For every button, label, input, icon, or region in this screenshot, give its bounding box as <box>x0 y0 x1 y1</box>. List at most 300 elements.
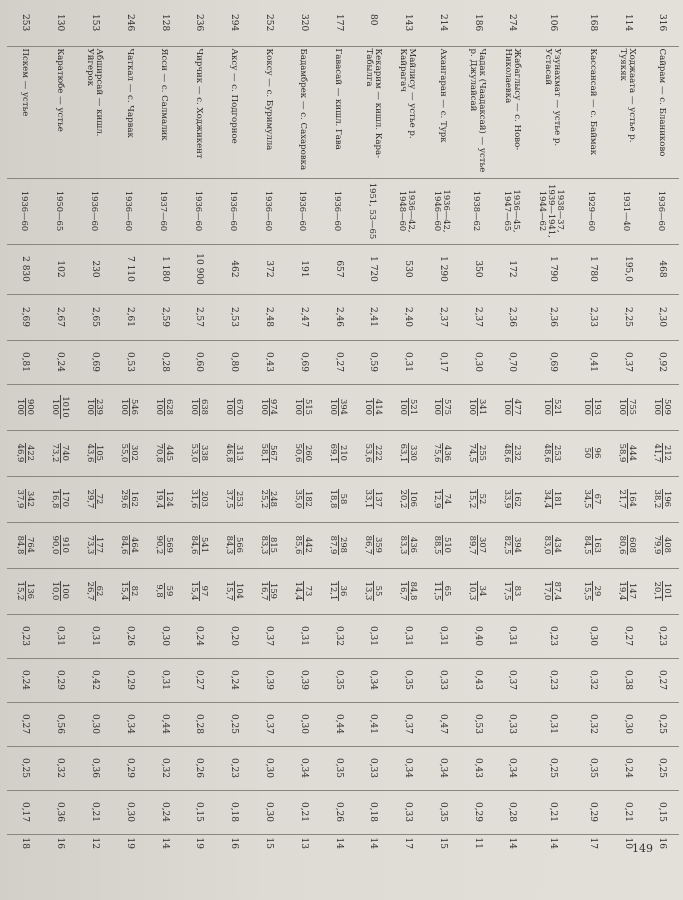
table-row <box>609 12 644 852</box>
fraction <box>51 535 70 556</box>
fraction-numerator: 436 <box>443 443 453 464</box>
table-row <box>390 12 425 852</box>
fraction <box>155 583 174 598</box>
height-cell: 2,67 <box>42 294 77 340</box>
fraction-numerator: 442 <box>303 535 313 556</box>
ratio-cell: 0,30 <box>251 746 286 790</box>
ratio-cell: 0,32 <box>575 658 610 702</box>
fraction-cell <box>286 568 321 614</box>
fraction-numerator: 575 <box>443 399 454 415</box>
area-cell: 1 180 <box>146 244 181 294</box>
fraction-cell <box>112 522 147 568</box>
fraction-numerator: 59 <box>164 583 174 598</box>
fraction-numerator: 101 <box>662 581 672 602</box>
period-cell: 1936—60 <box>644 178 679 244</box>
coefficient-cell: 0,92 <box>644 340 679 384</box>
fraction-cell <box>320 430 355 476</box>
fraction-denominator: 90,2 <box>155 535 166 555</box>
ratio-cell: 0,31 <box>42 614 77 658</box>
river-station-cell: Чирчик — с. Ходжикент <box>181 46 216 178</box>
ratio-cell: 0,25 <box>644 746 679 790</box>
fraction-denominator: 38,2 <box>652 489 663 509</box>
fraction-numerator: 193 <box>593 399 604 415</box>
fraction-cell <box>320 568 355 614</box>
ratio-cell: 0,23 <box>529 658 574 702</box>
height-cell: 2,36 <box>494 294 529 340</box>
ratio-cell: 0,25 <box>529 746 574 790</box>
fraction-cell <box>355 430 390 476</box>
fraction-denominator: 37,5 <box>224 489 235 509</box>
station-number-cell: 143 <box>390 12 425 46</box>
period-cell: 1950—65 <box>42 178 77 244</box>
fraction <box>468 581 487 602</box>
fraction-numerator: 253 <box>552 443 562 464</box>
fraction-cell <box>425 568 460 614</box>
fraction-denominator: 15,4 <box>120 581 131 601</box>
ratio-cell: 0,32 <box>320 614 355 658</box>
fraction-cell <box>575 384 610 430</box>
station-number-cell: 177 <box>320 12 355 46</box>
fraction-cell <box>320 476 355 522</box>
fraction-cell <box>112 384 147 430</box>
fraction-denominator: 19,4 <box>155 489 166 509</box>
ratio-cell: 0,26 <box>320 790 355 834</box>
fraction-numerator: 477 <box>512 399 523 415</box>
station-number-cell: 320 <box>286 12 321 46</box>
fraction-denominator: 12,9 <box>433 489 444 509</box>
fraction-cell <box>390 384 425 430</box>
fraction-numerator: 434 <box>552 535 562 556</box>
fraction-numerator: 541 <box>199 535 209 556</box>
coefficient-cell: 0,69 <box>286 340 321 384</box>
fraction <box>364 581 383 602</box>
station-number-cell: 316 <box>644 12 679 46</box>
station-number-cell: 253 <box>7 12 42 46</box>
fraction-denominator: 25,2 <box>259 489 270 509</box>
fraction-numerator: 100 <box>60 581 70 602</box>
fraction-denominator: 100 <box>583 399 594 415</box>
river-station-cell: Аксу — с. Подгорное <box>216 46 251 178</box>
ratio-cell: 0,35 <box>320 746 355 790</box>
period-cell: 1936—42, 1946—60 <box>425 178 460 244</box>
fraction-numerator: 137 <box>373 489 383 510</box>
fraction-denominator: 84,6 <box>189 535 200 555</box>
fraction-cell <box>77 568 112 614</box>
fraction <box>503 581 522 602</box>
fraction-cell <box>355 568 390 614</box>
page-number: 149 <box>632 842 653 855</box>
fraction <box>260 443 279 464</box>
last-column-cell: 14 <box>159 837 170 849</box>
fraction-denominator: 100 <box>50 398 61 415</box>
period-cell: 1936—60 <box>320 178 355 244</box>
ratio-cell: 0,41 <box>355 702 390 746</box>
last-column-cell: 16 <box>229 837 240 849</box>
ratio-cell: 0,36 <box>77 746 112 790</box>
period-cell: 1951, 53—65 <box>355 178 390 244</box>
fraction <box>225 489 244 510</box>
river-station-cell: Ясси — с. Салмалик <box>146 46 181 178</box>
fraction <box>503 489 522 510</box>
fraction-cell <box>644 430 679 476</box>
height-cell: 2,36 <box>529 294 574 340</box>
ratio-cell: 0,27 <box>181 658 216 702</box>
fraction-numerator: 67 <box>592 489 602 510</box>
fraction-numerator: 29 <box>592 581 602 602</box>
ratio-cell: 0,40 <box>460 614 495 658</box>
station-number-cell: 106 <box>529 12 574 46</box>
fraction-numerator: 414 <box>373 399 384 415</box>
table-row <box>77 12 112 852</box>
fraction <box>653 535 672 556</box>
fraction <box>543 443 562 464</box>
river-station-cell: Сайрам — с. Бланиково <box>644 46 679 178</box>
area-cell: 350 <box>460 244 495 294</box>
fraction <box>295 535 314 556</box>
fraction <box>260 489 279 510</box>
fraction-numerator: 255 <box>477 443 487 464</box>
coefficient-cell: 0,59 <box>355 340 390 384</box>
ratio-cell: 0,25 <box>7 746 42 790</box>
height-cell: 2,41 <box>355 294 390 340</box>
fraction <box>584 535 603 556</box>
fraction-numerator: 567 <box>269 443 279 464</box>
fraction-numerator: 83 <box>512 581 522 602</box>
fraction-denominator: 15,5 <box>583 581 594 601</box>
ratio-cell: 0,39 <box>251 658 286 702</box>
fraction-denominator: 70,8 <box>155 443 166 463</box>
fraction <box>16 443 35 464</box>
fraction-numerator: 72 <box>95 489 105 510</box>
fraction-denominator: 100 <box>329 399 340 415</box>
fraction-numerator: 510 <box>443 535 453 556</box>
fraction-cell <box>494 476 529 522</box>
table-row <box>355 12 390 852</box>
fraction-cell <box>216 430 251 476</box>
fraction-denominator: 58,9 <box>618 443 629 463</box>
fraction-numerator: 521 <box>408 399 419 415</box>
station-number-cell: 153 <box>77 12 112 46</box>
ratio-cell: 0,39 <box>286 658 321 702</box>
fraction-numerator: 210 <box>338 443 348 464</box>
fraction-cell <box>251 522 286 568</box>
coefficient-cell: 0,60 <box>181 340 216 384</box>
fraction-numerator: 638 <box>199 399 210 415</box>
fraction-denominator: 100 <box>363 399 374 415</box>
coefficient-cell: 0,53 <box>112 340 147 384</box>
fraction-denominator: 83,3 <box>398 535 409 555</box>
ratio-cell: 0,31 <box>77 614 112 658</box>
ratio-cell: 0,37 <box>494 658 529 702</box>
height-cell: 2,33 <box>575 294 610 340</box>
fraction-numerator: 97 <box>199 581 209 602</box>
fraction-denominator: 84,5 <box>583 535 594 555</box>
fraction-denominator: 100 <box>15 399 26 415</box>
ratio-cell: 0,31 <box>355 614 390 658</box>
fraction-denominator: 79,9 <box>652 535 663 555</box>
height-cell: 2,57 <box>181 294 216 340</box>
fraction <box>155 535 174 556</box>
fraction <box>16 398 35 416</box>
fraction <box>51 395 70 418</box>
fraction-numerator: 764 <box>25 535 35 556</box>
last-column-cell: 14 <box>547 837 558 849</box>
table-row <box>320 12 355 852</box>
ratio-cell: 0,34 <box>425 746 460 790</box>
period-cell: 1936—45, 1947—65 <box>494 178 529 244</box>
fraction-denominator: 100 <box>155 399 166 415</box>
fraction <box>86 398 105 416</box>
fraction <box>121 489 140 510</box>
fraction <box>618 581 637 602</box>
fraction <box>86 535 105 556</box>
period-cell: 1936—60 <box>77 178 112 244</box>
ratio-cell: 0,25 <box>216 702 251 746</box>
fraction-numerator: 341 <box>478 399 489 415</box>
fraction-cell <box>575 476 610 522</box>
fraction <box>225 581 244 602</box>
fraction-cell <box>644 384 679 430</box>
fraction <box>618 443 637 464</box>
fraction <box>329 443 348 464</box>
fraction-numerator: 52 <box>477 489 487 510</box>
fraction-cell <box>251 568 286 614</box>
fraction-denominator: 85,6 <box>294 535 305 555</box>
fraction <box>86 489 105 510</box>
ratio-cell: 0,34 <box>494 746 529 790</box>
ratio-cell: 0,27 <box>7 702 42 746</box>
fraction <box>618 489 637 510</box>
fraction <box>155 489 174 510</box>
ratio-cell: 0,56 <box>42 702 77 746</box>
height-cell: 2,25 <box>609 294 644 340</box>
fraction-cell <box>609 476 644 522</box>
river-station-cell: Жабаглысу — с. Ново-Николаевка <box>494 46 529 178</box>
area-cell: 172 <box>494 244 529 294</box>
fraction-cell <box>460 522 495 568</box>
river-station-cell: Ходжаата — устье р. Туякяк <box>609 46 644 178</box>
fraction <box>190 535 209 556</box>
table-row <box>216 12 251 852</box>
last-column-cell: 15 <box>437 837 448 849</box>
fraction <box>190 581 209 602</box>
fraction-cell <box>320 522 355 568</box>
fraction-denominator: 15,2 <box>468 489 479 509</box>
fraction-cell <box>286 430 321 476</box>
last-column-cell: 17 <box>403 837 414 849</box>
fraction-denominator: 20,1 <box>652 581 663 601</box>
area-cell: 1 720 <box>355 244 390 294</box>
fraction <box>543 398 562 416</box>
fraction <box>364 398 383 416</box>
ratio-cell: 0,30 <box>286 702 321 746</box>
ratio-cell: 0,24 <box>609 746 644 790</box>
fraction <box>434 398 453 416</box>
fraction-numerator: 159 <box>269 581 279 602</box>
ratio-cell: 0,29 <box>112 658 147 702</box>
fraction-numerator: 628 <box>164 399 175 415</box>
fraction-numerator: 740 <box>60 443 70 464</box>
fraction-numerator: 62 <box>95 581 105 602</box>
fraction-denominator: 21,7 <box>618 489 629 509</box>
fraction-numerator: 569 <box>164 535 174 556</box>
fraction-cell <box>42 476 77 522</box>
fraction-denominator: 33,1 <box>363 489 374 509</box>
fraction-denominator: 14,4 <box>294 581 305 601</box>
ratio-cell: 0,31 <box>146 658 181 702</box>
fraction-denominator: 100 <box>468 399 479 415</box>
coefficient-cell: 0,69 <box>77 340 112 384</box>
fraction-numerator: 162 <box>129 489 139 510</box>
fraction-cell <box>112 430 147 476</box>
fraction-denominator: 100 <box>224 399 235 415</box>
ratio-cell: 0,36 <box>42 790 77 834</box>
fraction <box>468 535 487 556</box>
period-cell: 1936—60 <box>216 178 251 244</box>
station-number-cell: 236 <box>181 12 216 46</box>
fraction-cell <box>609 522 644 568</box>
fraction <box>51 489 70 510</box>
height-cell: 2,37 <box>425 294 460 340</box>
fraction <box>295 398 314 416</box>
fraction <box>399 443 418 464</box>
period-cell: 1931—40 <box>609 178 644 244</box>
ratio-cell: 0,44 <box>146 702 181 746</box>
fraction-denominator: 46,8 <box>224 443 235 463</box>
fraction <box>653 489 672 510</box>
fraction <box>543 535 562 556</box>
fraction <box>399 489 418 510</box>
area-cell: 230 <box>77 244 112 294</box>
ratio-cell: 0,15 <box>181 790 216 834</box>
ratio-cell: 0,18 <box>355 790 390 834</box>
last-column-cell: 14 <box>368 837 379 849</box>
ratio-cell: 0,23 <box>216 746 251 790</box>
station-number-cell: 294 <box>216 12 251 46</box>
area-cell: 102 <box>42 244 77 294</box>
fraction-cell <box>216 476 251 522</box>
fraction <box>155 398 174 416</box>
fraction-denominator: 20,2 <box>398 489 409 509</box>
fraction-denominator: 29,6 <box>120 489 131 509</box>
coefficient-cell: 0,41 <box>575 340 610 384</box>
area-cell: 657 <box>320 244 355 294</box>
fraction-denominator: 46,9 <box>15 443 26 463</box>
height-cell: 2,53 <box>216 294 251 340</box>
station-number-cell: 114 <box>609 12 644 46</box>
fraction-denominator: 31,6 <box>189 489 200 509</box>
height-cell: 2,37 <box>460 294 495 340</box>
fraction-numerator: 464 <box>129 535 139 556</box>
station-number-cell: 168 <box>575 12 610 46</box>
fraction-denominator: 82,5 <box>503 535 514 555</box>
station-number-cell: 274 <box>494 12 529 46</box>
ratio-cell: 0,30 <box>112 790 147 834</box>
height-cell: 2,40 <box>390 294 425 340</box>
fraction-cell <box>529 522 574 568</box>
fraction <box>190 489 209 510</box>
fraction-denominator: 37,9 <box>15 489 26 509</box>
fraction-cell <box>181 430 216 476</box>
period-cell: 1936—60 <box>112 178 147 244</box>
fraction-cell <box>42 430 77 476</box>
fraction-numerator: 302 <box>129 443 139 464</box>
last-column-cell: 18 <box>20 837 31 849</box>
ratio-cell: 0,17 <box>7 790 42 834</box>
fraction-cell <box>77 430 112 476</box>
fraction-denominator: 11,5 <box>433 581 444 601</box>
area-cell: 1 290 <box>425 244 460 294</box>
fraction-cell <box>77 476 112 522</box>
coefficient-cell: 0,27 <box>320 340 355 384</box>
fraction-numerator: 136 <box>25 581 35 602</box>
fraction-numerator: 164 <box>627 489 637 510</box>
ratio-cell: 0,25 <box>644 702 679 746</box>
fraction-cell <box>460 568 495 614</box>
last-column-cell: 17 <box>587 837 598 849</box>
last-column-cell: 15 <box>263 837 274 849</box>
fraction-numerator: 82 <box>129 581 139 602</box>
fraction-denominator: 50,6 <box>294 443 305 463</box>
fraction-numerator: 106 <box>408 489 418 510</box>
period-cell: 1936—60 <box>251 178 286 244</box>
river-station-cell: Узунахмат — устье р. Устасай <box>529 46 574 178</box>
fraction <box>121 398 140 416</box>
ratio-cell: 0,24 <box>146 790 181 834</box>
fraction-denominator: 86,7 <box>363 535 374 555</box>
rotated-table-area <box>7 12 679 852</box>
fraction <box>434 535 453 556</box>
ratio-cell: 0,43 <box>460 658 495 702</box>
coefficient-cell: 0,37 <box>609 340 644 384</box>
last-column-cell: 13 <box>298 837 309 849</box>
ratio-cell: 0,20 <box>216 614 251 658</box>
fraction-cell <box>251 476 286 522</box>
fraction-denominator: 84,6 <box>120 535 131 555</box>
table-row <box>494 12 529 852</box>
fraction-cell <box>146 522 181 568</box>
fraction-cell <box>575 522 610 568</box>
ratio-cell: 0,15 <box>644 790 679 834</box>
fraction-numerator: 566 <box>234 535 244 556</box>
fraction-numerator: 546 <box>130 399 141 415</box>
fraction-numerator: 444 <box>627 443 637 464</box>
fraction-denominator: 13,3 <box>363 581 374 601</box>
fraction <box>653 581 672 602</box>
river-station-cell: Ахангаран — с. Турк <box>425 46 460 178</box>
river-station-cell: Чадак (Чаадаксай) — устье р. Джулайсай <box>460 46 495 178</box>
area-cell: 10 900 <box>181 244 216 294</box>
ratio-cell: 0,35 <box>390 658 425 702</box>
ratio-cell: 0,21 <box>286 790 321 834</box>
fraction <box>399 581 418 602</box>
fraction-numerator: 422 <box>25 443 35 464</box>
fraction <box>399 535 418 556</box>
fraction-cell <box>7 522 42 568</box>
fraction-cell <box>7 568 42 614</box>
ratio-cell: 0,28 <box>181 702 216 746</box>
coefficient-cell: 0,69 <box>529 340 574 384</box>
height-cell: 2,61 <box>112 294 147 340</box>
fraction-denominator: 100 <box>652 399 663 415</box>
fraction-numerator: 330 <box>408 443 418 464</box>
coefficient-cell: 0,43 <box>251 340 286 384</box>
river-station-cell: Гавасай — кишл. Гава <box>320 46 355 178</box>
fraction-denominator: 15,4 <box>189 581 200 601</box>
fraction-cell <box>7 430 42 476</box>
fraction-numerator: 408 <box>662 535 672 556</box>
fraction-denominator: 41,7 <box>652 443 663 463</box>
